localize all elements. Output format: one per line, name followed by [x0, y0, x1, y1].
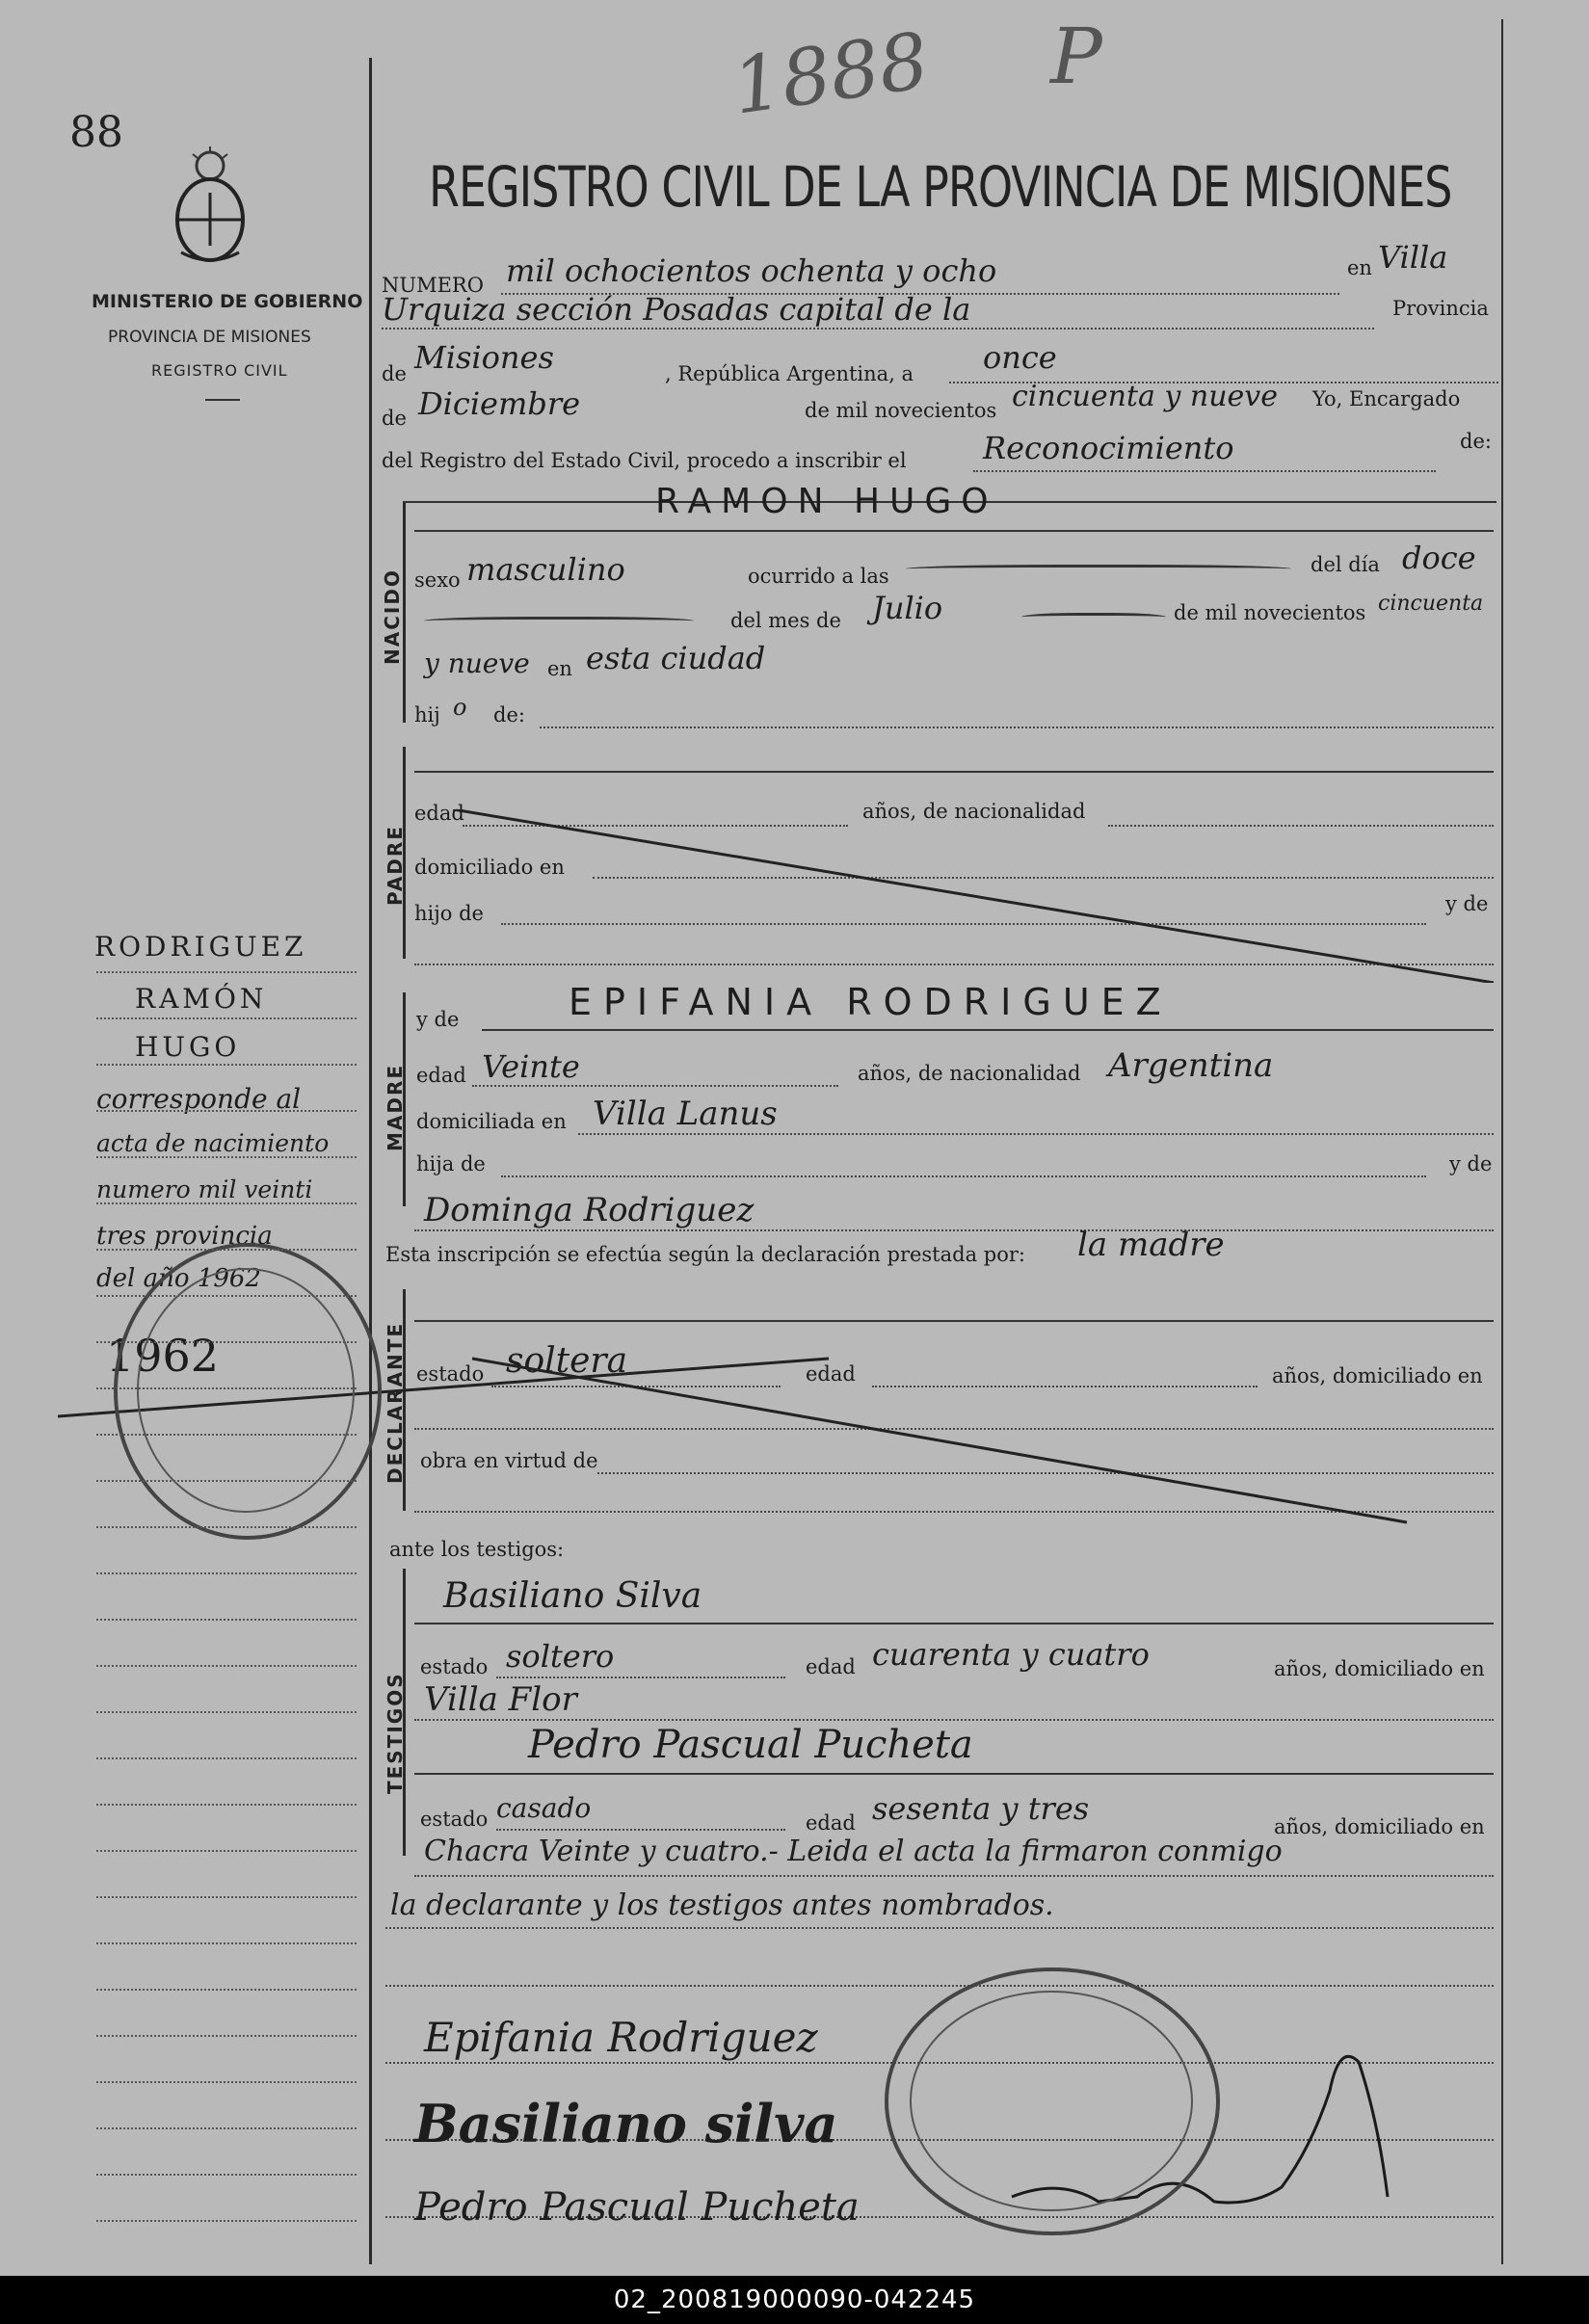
month-scribble	[1021, 613, 1166, 623]
ministry-registry: REGISTRO CIVIL	[151, 361, 288, 380]
madre-edad-value: Veinte	[482, 1048, 580, 1085]
hijo-label: hij	[414, 703, 440, 726]
testigo1-edad-label: edad	[806, 1655, 856, 1678]
margin-rule	[96, 1942, 357, 1944]
signature-2: Basiliano silva	[414, 2093, 838, 2154]
margin-second-name: HUGO	[135, 1031, 241, 1063]
mother-name: EPIFANIA RODRIGUEZ	[569, 981, 1173, 1023]
madre-y-de-label-2: y de	[1449, 1152, 1493, 1175]
sexo-value: masculino	[466, 551, 625, 588]
margin-line-4: corresponde al	[96, 1083, 302, 1115]
rule	[540, 726, 1494, 728]
padre-label: PADRE	[384, 825, 407, 906]
de-label: de	[382, 362, 407, 385]
signature-1: Epifania Rodriguez	[424, 2014, 818, 2061]
declarante-label: DECLARANTE	[384, 1321, 407, 1484]
inner	[137, 1268, 355, 1513]
testigo1-edad-value: cuarenta y cuatro	[872, 1636, 1150, 1673]
margin-rule	[96, 1295, 357, 1297]
margin-rule	[96, 2127, 357, 2129]
margin-rule	[96, 1387, 357, 1389]
ministry-province: PROVINCIA DE MISIONES	[108, 328, 311, 347]
rule	[482, 1029, 1494, 1031]
rule	[578, 1133, 1494, 1135]
declarante-edad-label: edad	[806, 1362, 856, 1386]
madre-hija-label: hija de	[416, 1152, 486, 1175]
margin-rule	[96, 1896, 357, 1898]
ante-testigos-label: ante los testigos:	[389, 1538, 565, 1561]
margin-rule	[96, 1341, 357, 1343]
padre-y-de-label: y de	[1445, 892, 1489, 915]
page-number: 88	[69, 108, 123, 157]
month-value: Diciembre	[418, 385, 581, 422]
testigo2-edad-label: edad	[806, 1811, 856, 1835]
nacido-label: NACIDO	[381, 568, 404, 665]
margin-line-9: 1962	[106, 1330, 220, 1382]
anio-value: cincuenta	[1378, 592, 1484, 616]
margin-rule	[96, 1480, 357, 1482]
day-value: once	[983, 339, 1057, 376]
margin-rule	[96, 1156, 357, 1158]
rule	[385, 1985, 1494, 1987]
mil-label: de mil novecientos	[1174, 601, 1366, 624]
lugar-value: esta ciudad	[586, 640, 766, 676]
rule	[472, 1085, 838, 1087]
padre-hijo-label: hijo de	[414, 902, 484, 925]
province-value: Misiones	[414, 339, 554, 376]
margin-rule	[96, 971, 357, 973]
scan-code: 02_200819000090-042245	[0, 2276, 1589, 2324]
margin-rule	[96, 1434, 357, 1436]
mes-value: Julio	[872, 590, 943, 626]
handwritten-year: 1888	[727, 15, 935, 132]
padre-anos-label: años, de nacionalidad	[862, 800, 1086, 823]
madre-domicilio-label: domiciliada en	[416, 1110, 567, 1133]
inscripcion-label: Esta inscripción se efectúa según la declaración prestada por:	[385, 1243, 1025, 1266]
madre-nacionalidad-value: Argentina	[1108, 1046, 1274, 1085]
testigo2-estado-label: estado	[420, 1808, 489, 1831]
testigo1-name: Basiliano Silva	[443, 1576, 702, 1616]
rule	[382, 328, 1374, 330]
testigo2-edad-value: sesenta y tres	[872, 1790, 1090, 1827]
margin-rule	[96, 1619, 357, 1621]
rule	[414, 1875, 1494, 1877]
margin-rule	[96, 1665, 357, 1667]
ministry-name: MINISTERIO DE GOBIERNO	[92, 291, 363, 312]
margin-rule	[96, 1017, 357, 1019]
margin-first-name: RAMÓN	[135, 983, 268, 1015]
right-edge	[1501, 19, 1503, 2264]
place-value: Urquiza sección Posadas capital de la	[382, 291, 971, 328]
handwritten-mark: P	[1050, 12, 1102, 101]
margin-rule	[96, 1711, 357, 1713]
madre-domicilio-value: Villa Lanus	[593, 1095, 778, 1133]
day-scribble	[424, 617, 694, 627]
page-title: REGISTRO CIVIL DE LA PROVINCIA DE MISIONES	[429, 154, 1452, 220]
closing-value: la declarante y los testigos antes nombrados.	[390, 1888, 1054, 1922]
declarante-estado-label: estado	[416, 1362, 485, 1386]
year-label: de mil novecientos	[805, 399, 997, 422]
margin-line-7: tres provincia	[96, 1222, 273, 1251]
margin-rule	[96, 2220, 357, 2222]
margin-rule	[96, 2174, 357, 2176]
testigo2-domicilio-value: Chacra Veinte y cuatro.- Leida el acta la firmaron conmigo	[424, 1835, 1283, 1868]
rule	[973, 470, 1436, 472]
hijo-suffix: o	[453, 694, 467, 721]
coat-of-arms-icon	[162, 145, 258, 270]
margin-rule	[96, 1572, 357, 1574]
inner	[910, 1991, 1193, 2211]
margin-stamp	[114, 1243, 382, 1540]
dia-value: doce	[1402, 540, 1476, 576]
sexo-label: sexo	[414, 568, 461, 592]
inscripcion-value: la madre	[1077, 1226, 1225, 1264]
testigo2-estado-value: casado	[496, 1792, 592, 1824]
margin-line-5: acta de nacimiento	[96, 1129, 330, 1157]
de3-label: de:	[1460, 430, 1492, 453]
registro-label: del Registro del Estado Civil, procedo a inscribir el	[382, 449, 907, 472]
madre-parent-value: Dominga Rodriguez	[424, 1191, 755, 1229]
testigo1-anos-label: años, domiciliado en	[1274, 1657, 1485, 1680]
testigo1-estado-value: soltero	[506, 1638, 615, 1675]
madre-anos-label: años, de nacionalidad	[858, 1062, 1081, 1085]
rule	[414, 771, 1494, 773]
declarante-anos-label: años, domiciliado en	[1272, 1364, 1483, 1387]
year-value: cincuenta y nueve	[1012, 380, 1278, 413]
de-label-2: de:	[493, 703, 525, 726]
act-value: Reconocimiento	[983, 430, 1234, 466]
republica-label: , República Argentina, a	[665, 362, 914, 385]
numero-value: mil ochocientos ochenta y ocho	[506, 252, 997, 289]
official-stamp	[885, 1967, 1220, 2235]
encargado-label: Yo, Encargado	[1312, 387, 1461, 410]
en-label: en	[1347, 256, 1372, 279]
rule	[414, 1320, 1494, 1322]
rule	[414, 1719, 1494, 1721]
margin-rule	[96, 1989, 357, 1991]
declarante-obra-label: obra en virtud de	[420, 1449, 598, 1472]
rule	[414, 530, 1494, 532]
madre-y-de-label: y de	[416, 1008, 460, 1031]
rule	[414, 1229, 1494, 1231]
testigo1-estado-label: estado	[420, 1655, 489, 1678]
margin-line-6: numero mil veinti	[96, 1175, 313, 1203]
rule	[496, 1829, 785, 1831]
margin-rule	[96, 1757, 357, 1759]
testigos-label: TESTIGOS	[384, 1672, 407, 1794]
margin-rule	[96, 1249, 357, 1251]
margin-rule	[96, 1064, 357, 1066]
margin-rule	[96, 1526, 357, 1528]
de2-label: de	[382, 407, 407, 430]
testigo2-anos-label: años, domiciliado en	[1274, 1815, 1485, 1838]
child-name: RAMON HUGO	[655, 482, 998, 521]
margin-rule	[96, 1804, 357, 1806]
ocurrido-label: ocurrido a las	[748, 565, 889, 588]
declarante-estado-value: soltera	[506, 1341, 628, 1381]
margin-rule	[96, 1202, 357, 1204]
margin-rule	[96, 1110, 357, 1112]
padre-domicilio-label: domiciliado en	[414, 856, 565, 879]
margin-surname: RODRIGUEZ	[94, 931, 307, 963]
testigo1-domicilio-value: Villa Flor	[424, 1680, 577, 1719]
numero-label: NUMERO	[382, 274, 484, 297]
anio-value-2: y nueve	[424, 647, 530, 679]
del-mes-label: del mes de	[730, 609, 841, 632]
margin-line-8: del año 1962	[96, 1264, 261, 1293]
en-value: Villa	[1378, 239, 1448, 276]
madre-edad-label: edad	[416, 1064, 466, 1087]
margin-rule	[96, 2035, 357, 2037]
testigo2-name: Pedro Pascual Pucheta	[528, 1723, 973, 1767]
padre-edad-label: edad	[414, 802, 464, 825]
provincia-label: Provincia	[1392, 297, 1489, 320]
signature-3: Pedro Pascual Pucheta	[414, 2185, 860, 2230]
margin-rule	[96, 1850, 357, 1852]
margin-rule	[96, 2081, 357, 2083]
rule	[414, 1773, 1494, 1775]
rule	[414, 1623, 1494, 1624]
padre-cancel-line	[453, 809, 1503, 983]
rule	[385, 1927, 1494, 1929]
ministry-underline	[205, 399, 240, 401]
madre-label: MADRE	[384, 1063, 407, 1151]
del-dia-label: del día	[1311, 553, 1380, 576]
rule	[501, 1175, 1426, 1177]
hour-scribble	[906, 565, 1291, 575]
en-label-2: en	[547, 657, 572, 680]
margin-divider	[369, 58, 372, 2264]
rule	[496, 1677, 785, 1678]
